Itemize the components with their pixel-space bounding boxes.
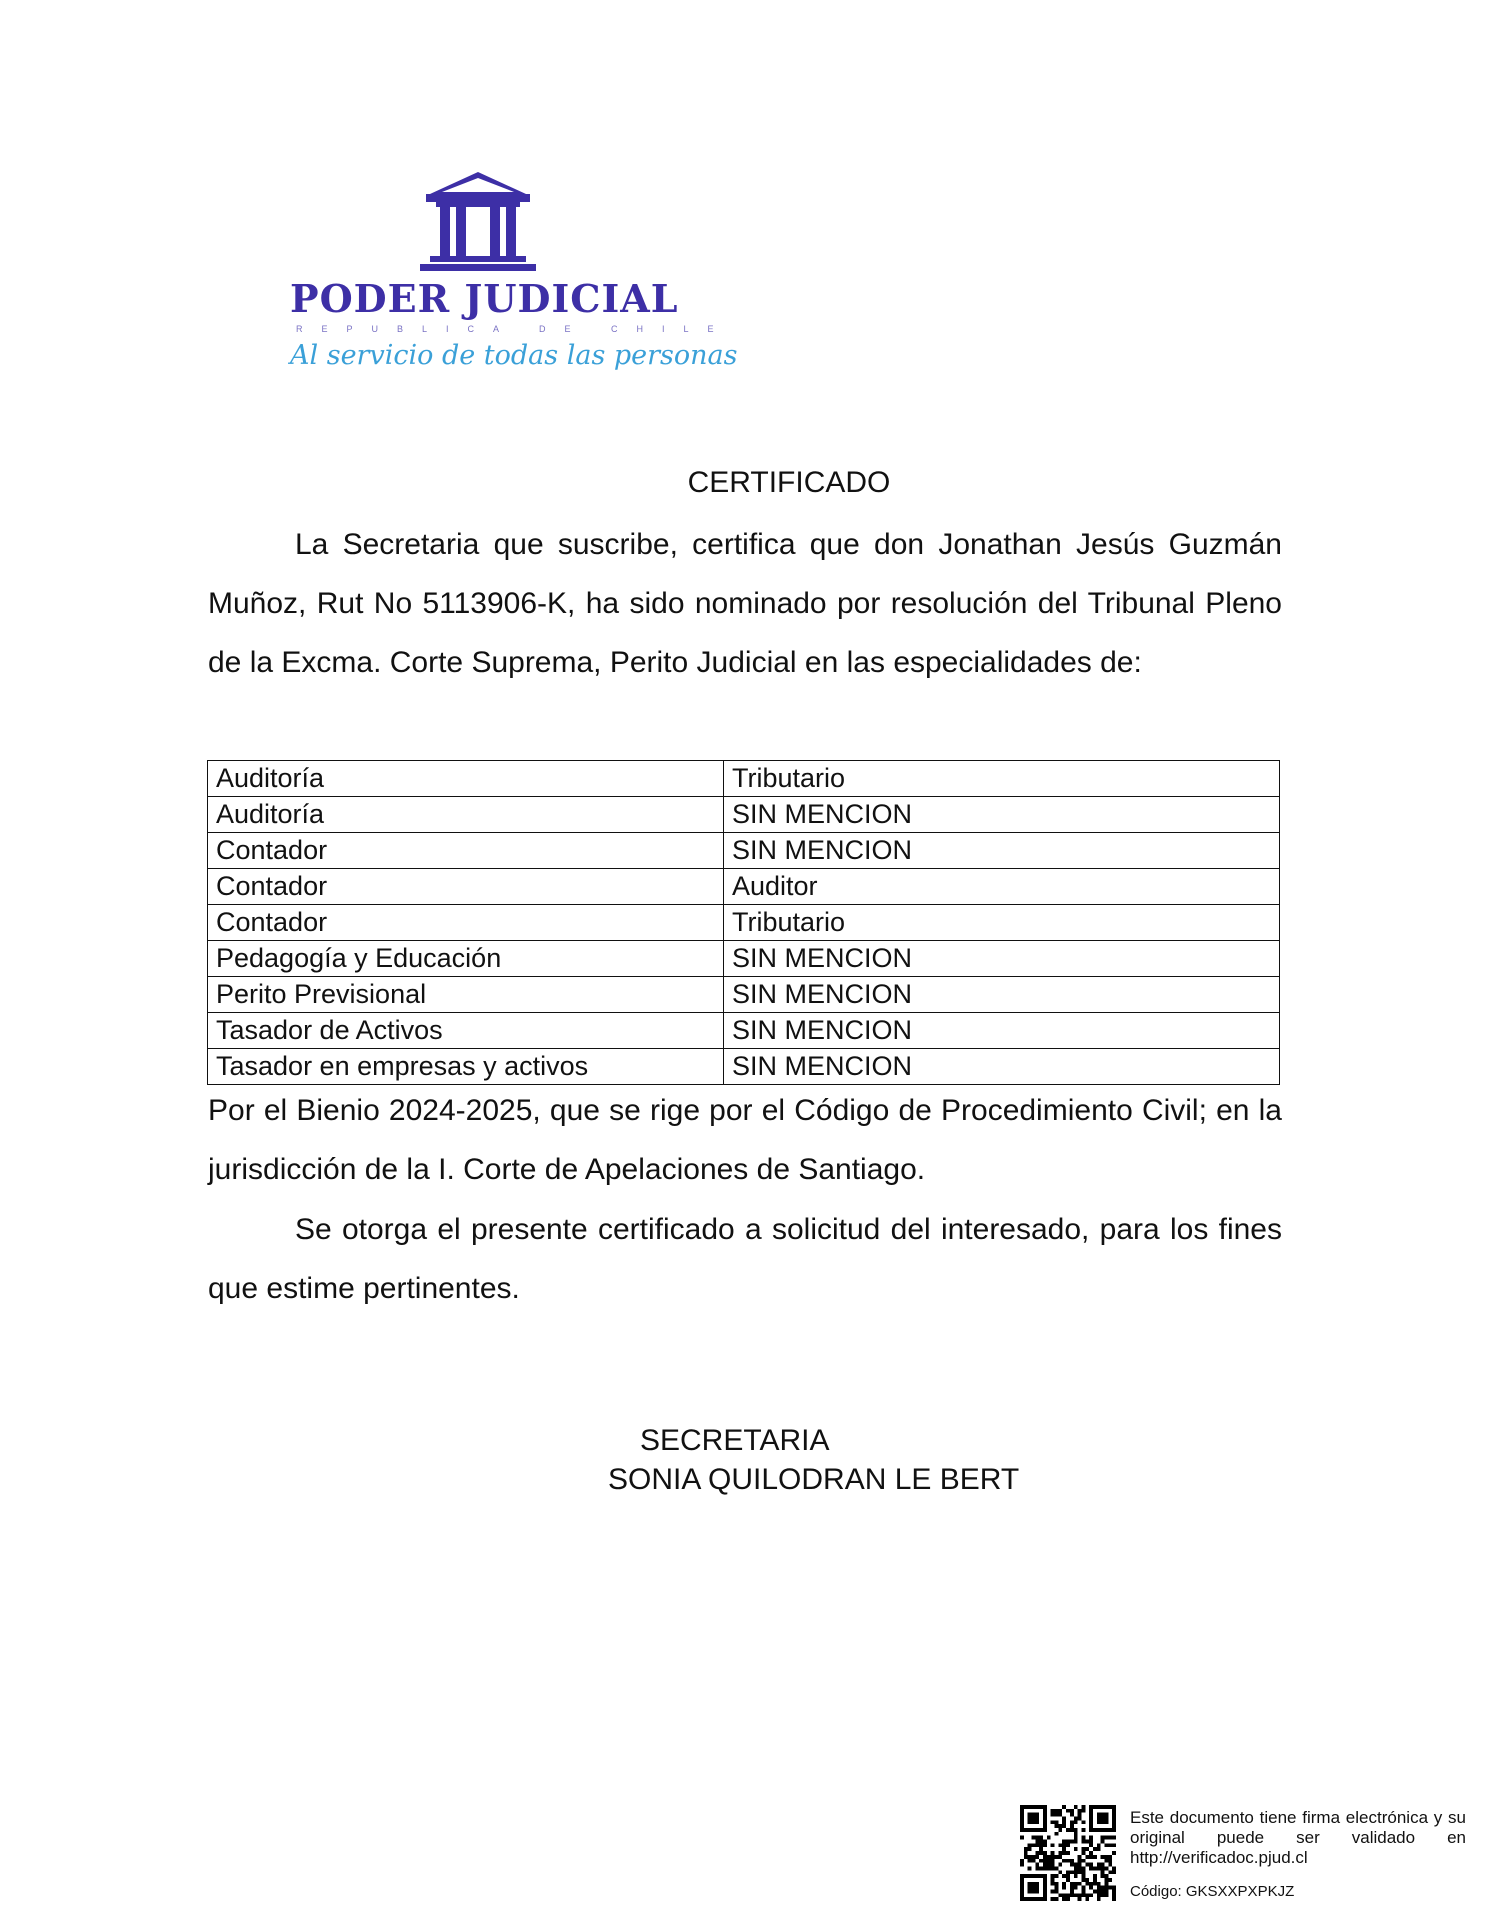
table-row (208, 977, 1280, 1013)
signature-title: SECRETARIA (640, 1424, 830, 1457)
closing-paragraph: Se otorga el presente certificado a solicitud del interesado, para los fines que estime pertinentes. (208, 1213, 1282, 1305)
signature-name: SONIA QUILODRAN LE BERT (608, 1463, 1020, 1496)
specialty-mention-cell: SIN MENCION (724, 1013, 1280, 1049)
table-row (208, 833, 1280, 869)
table-row (208, 905, 1280, 941)
specialty-area-cell: Tasador en empresas y activos (208, 1049, 724, 1085)
table-row (208, 1013, 1280, 1049)
specialty-area-cell: Auditoría (208, 797, 724, 833)
specialty-mention-cell: SIN MENCION (724, 941, 1280, 977)
table-row (208, 869, 1280, 905)
table-row (208, 1049, 1280, 1085)
document-title: CERTIFICADO (687, 466, 891, 499)
specialty-area-cell: Contador (208, 905, 724, 941)
specialty-area-cell: Pedagogía y Educación (208, 941, 724, 977)
verification-code: Código: GKSXXPXPKJZ (1130, 1883, 1295, 1900)
qr-code-icon (1020, 1805, 1116, 1901)
specialty-mention-cell: SIN MENCION (724, 833, 1280, 869)
specialties-table (207, 760, 1280, 1085)
table-row (208, 761, 1280, 797)
specialty-mention-cell: Auditor (724, 869, 1280, 905)
specialty-area-cell: Auditoría (208, 761, 724, 797)
table-row (208, 941, 1280, 977)
specialty-area-cell: Tasador de Activos (208, 1013, 724, 1049)
specialty-area-cell: Contador (208, 833, 724, 869)
logo-country: REPUBLICA DE CHILE (296, 324, 733, 334)
specialty-area-cell: Contador (208, 869, 724, 905)
verification-text: Este documento tiene firma electrónica y su original puede ser validado en http://verificadoc.pjud.cl (1130, 1808, 1466, 1867)
courthouse-icon (290, 168, 670, 274)
poder-judicial-logo (290, 168, 738, 398)
table-row (208, 797, 1280, 833)
intro-paragraph: La Secretaria que suscribe, certifica que don Jonathan Jesús Guzmán Muñoz, Rut No 5113906-K, ha sido nominado por resolución del Tribunal Pleno de la Excma. Corte Suprema, Perito Judicial en las especialidades de: (208, 528, 1282, 679)
specialty-area-cell: Perito Previsional (208, 977, 724, 1013)
period-paragraph: Por el Bienio 2024-2025, que se rige por el Código de Procedimiento Civil; en la jurisdicción de la I. Corte de Apelaciones de Santiago. (208, 1094, 1282, 1186)
specialty-mention-cell: Tributario (724, 761, 1280, 797)
specialty-mention-cell: SIN MENCION (724, 1049, 1280, 1085)
specialty-mention-cell: SIN MENCION (724, 797, 1280, 833)
logo-name: PODER JUDICIAL (290, 276, 679, 321)
specialty-mention-cell: Tributario (724, 905, 1280, 941)
specialty-mention-cell: SIN MENCION (724, 977, 1280, 1013)
logo-slogan: Al servicio de todas las personas (290, 340, 738, 371)
